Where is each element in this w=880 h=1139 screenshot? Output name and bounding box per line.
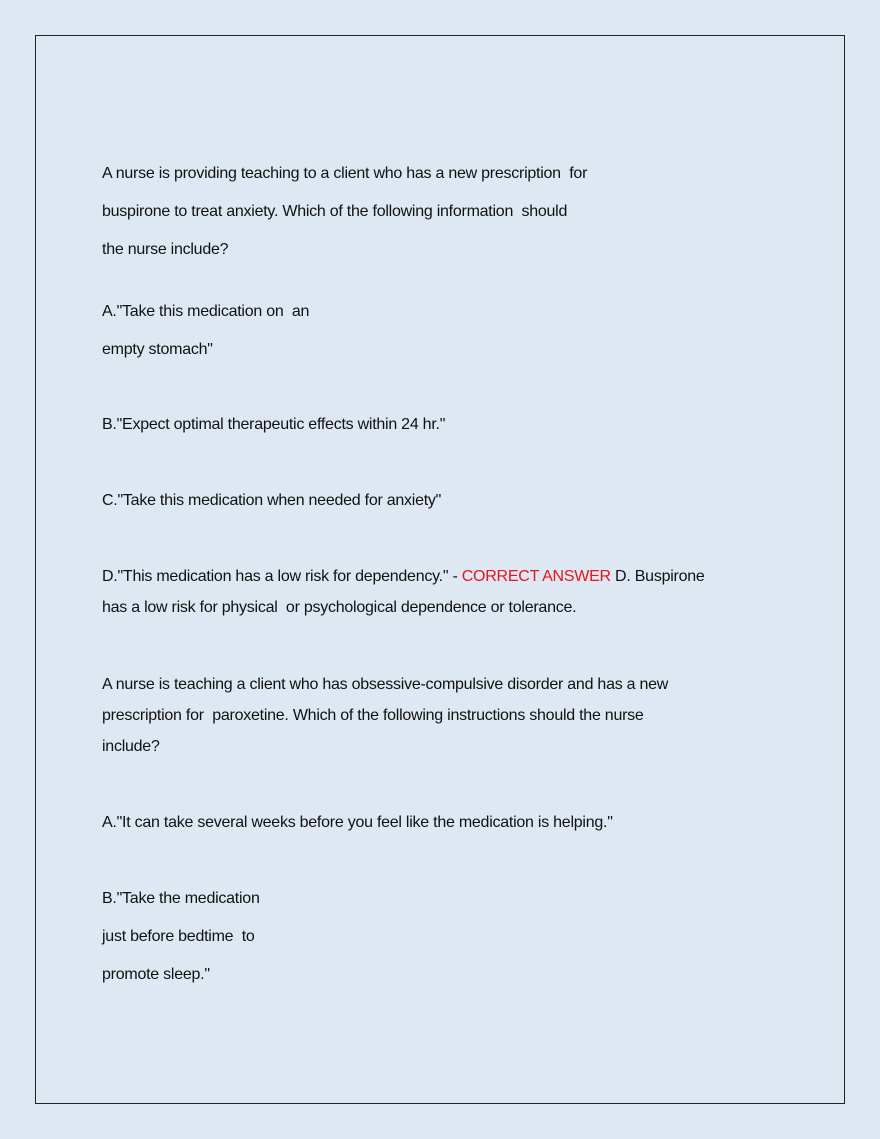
question-1-text: A nurse is providing teaching to a client who has a new prescription for	[102, 165, 588, 182]
q1-option-a: A."Take this medication on an	[102, 303, 310, 320]
rationale-text: has a low risk for physical or psychological dependence or tolerance.	[102, 599, 577, 616]
question-1-text: buspirone to treat anxiety. Which of the following information should	[102, 203, 568, 220]
q1-option-c: C."Take this medication when needed for anxiety"	[102, 492, 442, 509]
q2-option-b: just before bedtime to	[102, 928, 255, 945]
q2-option-a: A."It can take several weeks before you feel like the medication is helping."	[102, 814, 613, 831]
q1-option-a: empty stomach"	[102, 341, 213, 358]
q2-option-b: B."Take the medication	[102, 890, 260, 907]
option-d-text: D."This medication has a low risk for dependency." -	[102, 568, 462, 585]
question-1-text: the nurse include?	[102, 241, 229, 258]
question-2-text: prescription for paroxetine. Which of the following instructions should the nurse	[102, 707, 644, 724]
q1-option-d	[102, 567, 705, 587]
correct-answer-label: CORRECT ANSWER	[461, 568, 611, 585]
question-2-text: include?	[102, 738, 160, 755]
q2-option-b: promote sleep."	[102, 966, 210, 983]
rationale-text: D. Buspirone	[610, 568, 705, 585]
question-2-text: A nurse is teaching a client who has obsessive-compulsive disorder and has a new	[102, 676, 669, 693]
q1-option-b: B."Expect optimal therapeutic effects within 24 hr."	[102, 416, 446, 433]
